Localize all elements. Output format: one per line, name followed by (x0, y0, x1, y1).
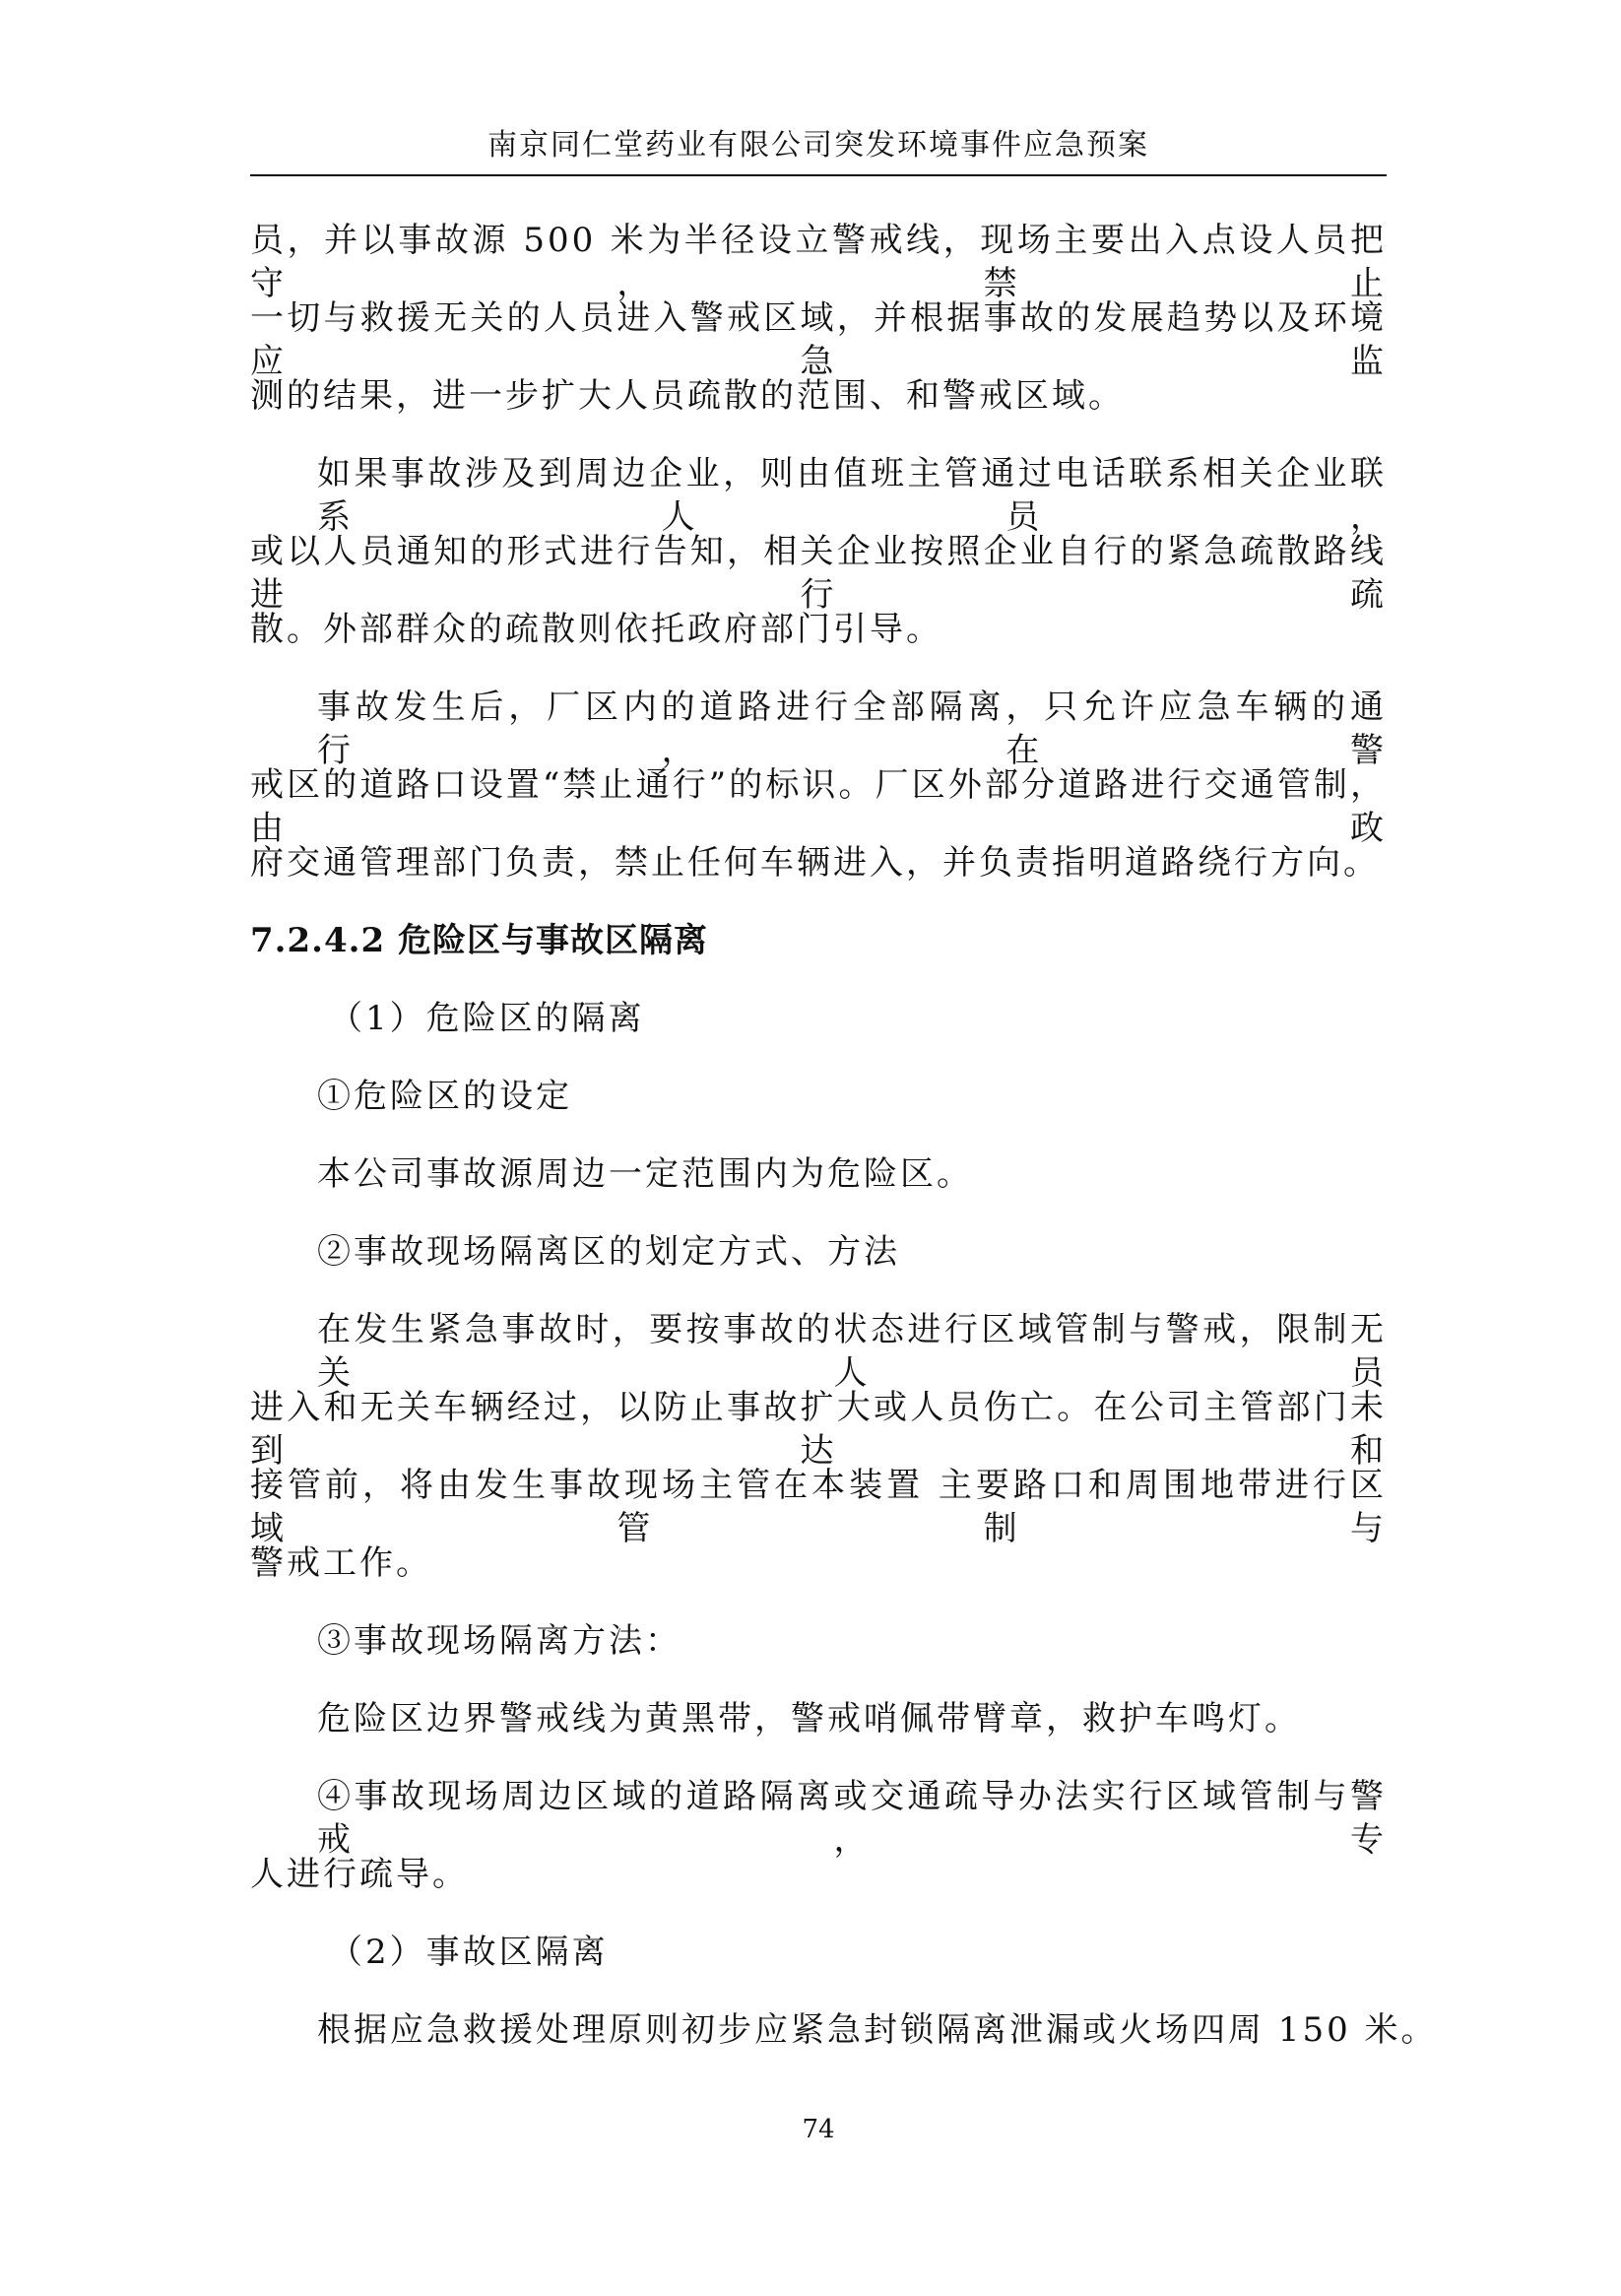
paragraph-line: 如果事故涉及到周边企业，则由值班主管通过电话联系相关企业联系人员， (317, 454, 1387, 537)
paragraph-line: 戒区的道路口设置“禁止通行”的标识。厂区外部分道路进行交通管制，由政 (250, 765, 1387, 848)
paragraph-line: ④事故现场周边区域的道路隔离或交通疏导办法实行区域管制与警戒，专 (317, 1777, 1387, 1860)
header-divider (250, 174, 1387, 176)
subsection-title: （2）事故区隔离 (329, 1933, 609, 1972)
item-title: ①危险区的设定 (317, 1077, 572, 1116)
paragraph-line: 事故发生后，厂区内的道路进行全部隔离，只允许应急车辆的通行，在警 (317, 688, 1387, 770)
paragraph-line: 测的结果，进一步扩大人员疏散的范围、和警戒区域。 (250, 376, 1125, 416)
paragraph-line: 在发生紧急事故时，要按事故的状态进行区域管制与警戒，限制无关人员 (317, 1310, 1387, 1393)
item-text: 危险区边界警戒线为黄黑带，警戒哨佩带臂章，救护车鸣灯。 (317, 1699, 1301, 1738)
item-text: 本公司事故源周边一定范围内为危险区。 (317, 1154, 973, 1194)
section-heading: 7.2.4.2 危险区与事故区隔离 (250, 921, 708, 960)
paragraph-line: 接管前，将由发生事故现场主管在本装置 主要路口和周围地带进行区域管制与 (250, 1466, 1387, 1548)
item-title: ②事故现场隔离区的划定方式、方法 (317, 1232, 900, 1272)
page-number: 74 (802, 2115, 835, 2144)
paragraph-line: 或以人员通知的形式进行告知，相关企业按照企业自行的紧急疏散路线进行疏 (250, 532, 1387, 615)
paragraph-line: 进入和无关车辆经过，以防止事故扩大或人员伤亡。在公司主管部门未到达和 (250, 1388, 1387, 1471)
subsection-title: （1）危险区的隔离 (329, 999, 645, 1038)
paragraph-line: 警戒工作。 (250, 1543, 432, 1583)
paragraph-line: 一切与救援无关的人员进入警戒区域，并根据事故的发展趋势以及环境应急监 (250, 298, 1387, 381)
paragraph-line: 府交通管理部门负责，禁止任何车辆进入，并负责指明道路绕行方向。 (250, 843, 1380, 883)
paragraph-line: 散。外部群众的疏散则依托政府部门引导。 (250, 610, 942, 649)
item-title: ③事故现场隔离方法： (317, 1621, 681, 1661)
paragraph-line: 员，并以事故源 500 米为半径设立警戒线，现场主要出入点设人员把守，禁止 (250, 221, 1387, 303)
paragraph-line: 人进行疏导。 (250, 1855, 469, 1894)
document-header-title: 南京同仁堂药业有限公司突发环境事件应急预案 (487, 128, 1149, 163)
paragraph-line: 根据应急救援处理原则初步应紧急封锁隔离泄漏或火场四周 150 米。 (317, 2010, 1438, 2050)
